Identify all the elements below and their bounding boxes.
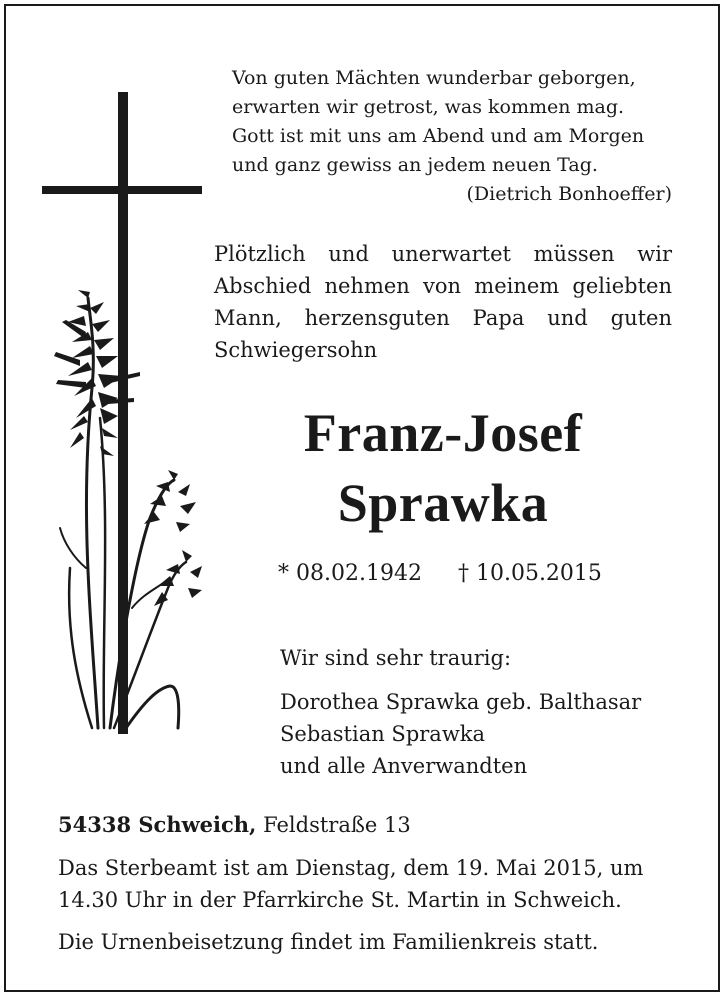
address-city: 54338 Schweich, [58,812,257,837]
poem-line: Von guten Mächten wunderbar geborgen, [232,67,636,89]
deceased-first-name: Franz-Josef [303,403,583,463]
death-date: † 10.05.2015 [457,561,602,586]
service-line: Das Sterbeamt ist am Dienstag, dem 19. Mai 2015, um [58,856,644,880]
address-line [58,808,411,842]
life-dates [278,556,602,592]
bonhoeffer-poem [232,64,672,209]
announcement-line: Plötzlich und unerwartet müssen wir [214,242,672,266]
poem-line: und ganz gewiss an jedem neuen Tag. [232,154,598,176]
deceased-last-name: Sprawka [337,473,549,533]
mourners-block [280,642,641,782]
address-street: Feldstraße 13 [263,813,411,837]
cross-with-grass-icon [40,88,210,738]
announcement-text [214,238,672,366]
mourner-name: und alle Anverwandten [280,754,528,778]
mourner-name: Sebastian Sprawka [280,722,486,746]
service-info [58,852,670,916]
service-line: 14.30 Uhr in der Pfarrkirche St. Martin in Schweich. [58,888,622,912]
poem-line: Gott ist mit uns am Abend und am Morgen [232,125,645,147]
poem-author: (Dietrich Bonhoeffer) [466,183,672,205]
urn-burial-info: Die Urnenbeisetzung findet im Familienkreis statt. [58,930,599,954]
mourners-heading: Wir sind sehr traurig: [280,646,512,670]
deceased-name [214,398,672,538]
birth-date: * 08.02.1942 [278,561,422,586]
poem-line: erwarten wir getrost, was kommen mag. [232,96,625,118]
announcement-line: Abschied nehmen von meinem geliebten [214,274,672,298]
announcement-line: Schwiegersohn [214,338,378,362]
announcement-line: Mann, herzensguten Papa und guten [214,306,672,330]
mourner-name: Dorothea Sprawka geb. Balthasar [280,690,642,714]
